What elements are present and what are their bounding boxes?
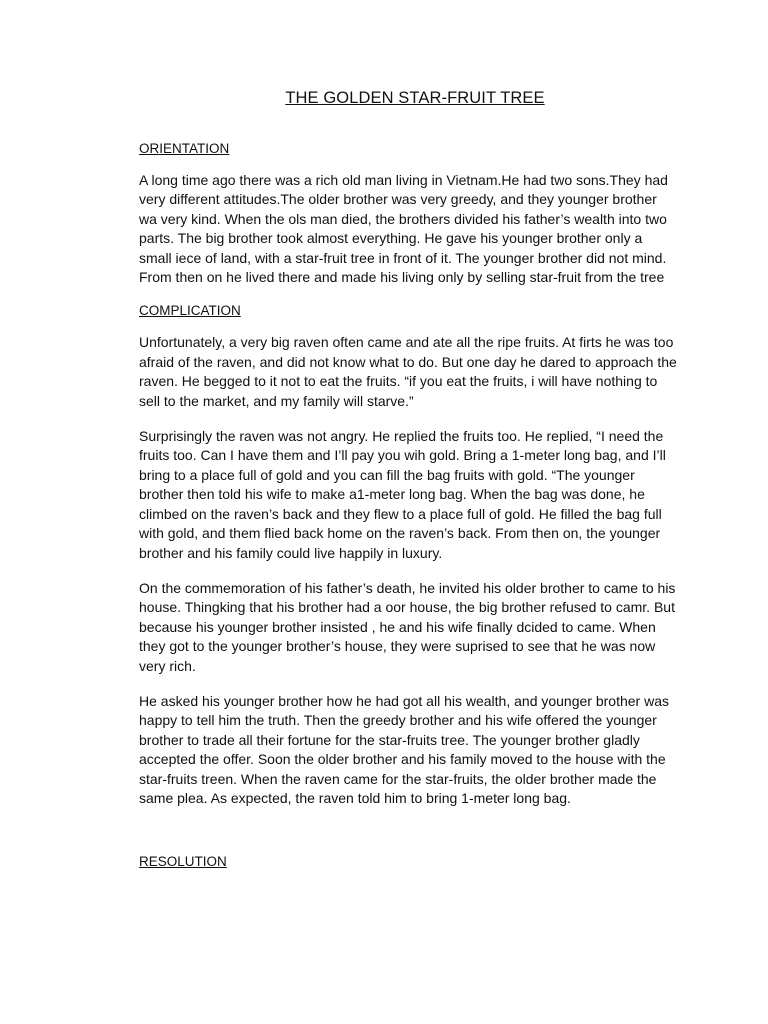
document-title: THE GOLDEN STAR-FRUIT TREE — [285, 89, 545, 107]
resolution-heading: RESOLUTION — [139, 854, 227, 870]
complication-paragraph-3: On the commemoration of his father’s death, he invited his older brother to came to his house. Thingking that his brother had a oor house, the big brother refused to camr. But because his younger brother insisted , he and his wife finally dcided to came. When they got to the younger brother’s house, they were suprised to see that he was now very rich. — [139, 579, 676, 674]
complication-heading: COMPLICATION — [139, 303, 241, 319]
orientation-heading: ORIENTATION — [139, 141, 230, 156]
orientation-paragraph: A long time ago there was a rich old man living in Vietnam.He had two sons.They had very different attitudes.The older brother was very greedy, and they younger brother wa very kind. When the ols man died, the brothers divided his father’s wealth into two parts. The big brother took almost everything. He gave his younger brother only a small iece of land, with a star-fruit tree in front of it. The younger brother did not mind. From then on he lived there and made his living only by selling star-fruit from the tree — [139, 172, 668, 286]
document-page — [139, 88, 677, 884]
complication-paragraph-4: He asked his younger brother how he had got all his wealth, and younger brother was happy to tell him the truth. Then the greedy brother and his wife offered the younger brother to trade all their fortune for the star-fruits tree. The younger brother gladly accepted the offer. Soon the older brother and his family moved to the house with the star-fruits treen. When the raven came for the star-fruits, the older brother made the same plea. As expected, the raven told him to bring 1-meter long bag. — [139, 692, 669, 806]
complication-paragraph-1: Unfortunately, a very big raven often came and ate all the ripe fruits. At firts he was too afraid of the raven, and did not know what to do. But one day he dared to approach the raven. He begged to it not to eat the fruits. “if you eat the fruits, i will have nothing to sell to the market, and my family will starve.” — [139, 334, 677, 409]
complication-paragraph-2: Surprisingly the raven was not angry. He replied the fruits too. He replied, “I need the fruits too. Can I have them and I’ll pay you wih gold. Bring a 1-meter long bag, and I’ll bring to a place full of gold and you can fill the bag fruits with gold. “The younger brother then told his wife to make a1-meter long bag. When the bag was done, he climbed on the raven’s back and they flew to a place full of gold. He filled the bag full with gold, and them flied back home on the raven’s back. From then on, the younger brother and his family could live happily in luxury. — [139, 428, 666, 561]
